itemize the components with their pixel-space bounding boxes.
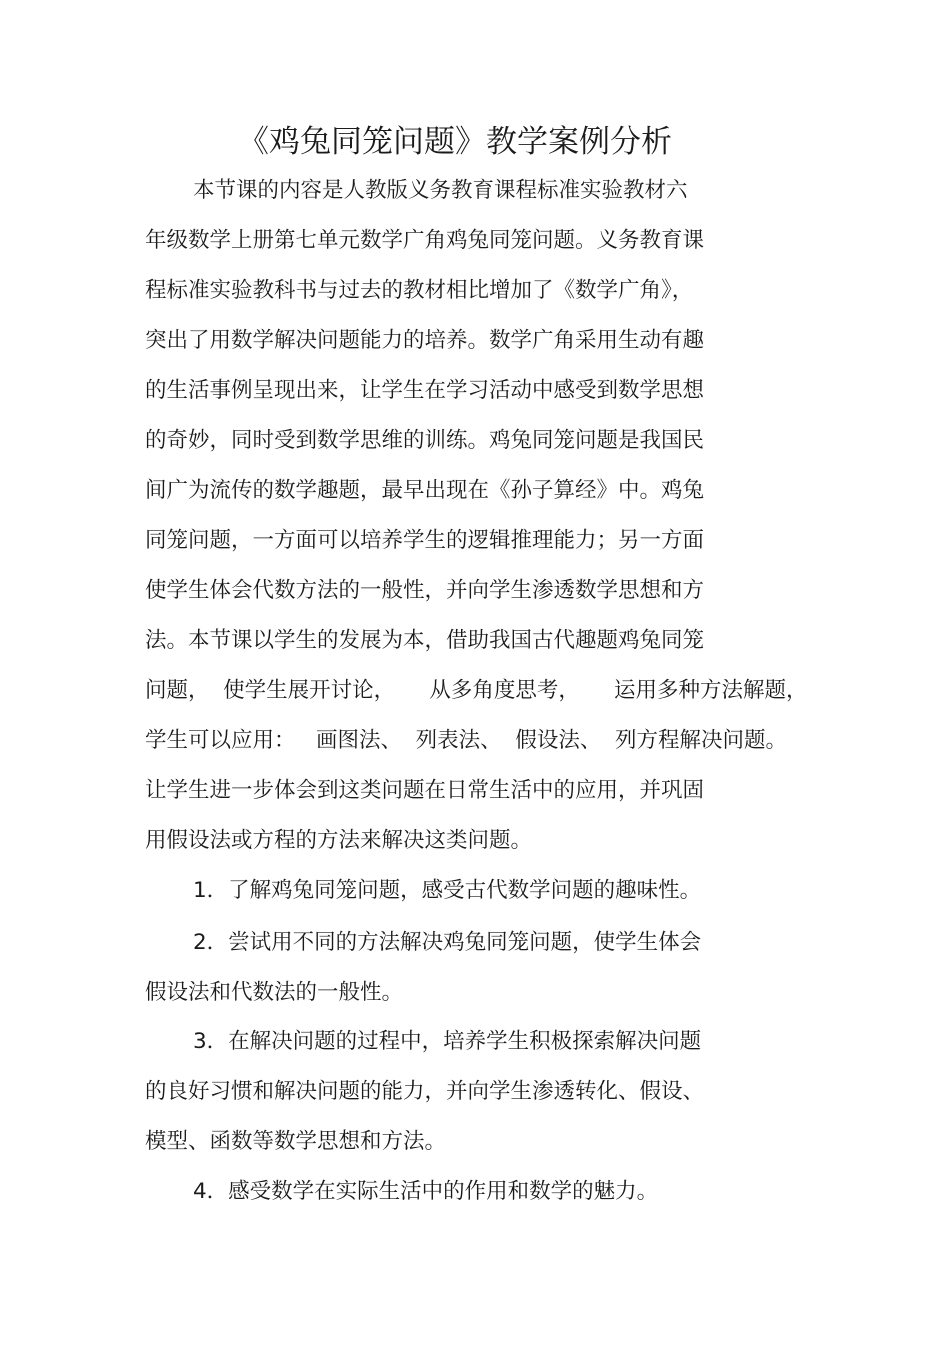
paragraph-line: 的奇妙，同时受到数学思维的训练。鸡兔同笼问题是我国民: [145, 428, 705, 453]
objective-item-2-continuation: 假设法和代数法的一般性。: [145, 980, 404, 1005]
paragraph-line: 间广为流传的数学趣题，最早出现在《孙子算经》中。鸡兔: [145, 478, 705, 503]
paragraph-line: 法。本节课以学生的发展为本，借助我国古代趣题鸡兔同笼: [145, 628, 705, 653]
paragraph-line: 突出了用数学解决问题能力的培养。数学广角采用生动有趣: [145, 328, 705, 353]
paragraph-line: 本节课的内容是人教版义务教育课程标准实验教材六: [193, 178, 688, 203]
objective-item-3: 3．在解决问题的过程中，培养学生积极探索解决问题: [193, 1029, 702, 1054]
objective-item-3-continuation: 模型、函数等数学思想和方法。: [145, 1129, 447, 1154]
paragraph-line: 同笼问题，一方面可以培养学生的逻辑推理能力；另一方面: [145, 528, 705, 553]
paragraph-line: 程标准实验教科书与过去的教材相比增加了《数学广角》，: [145, 278, 694, 303]
objective-item-2: 2．尝试用不同的方法解决鸡兔同笼问题，使学生体会: [193, 930, 702, 955]
paragraph-line: 的生活事例呈现出来，让学生在学习活动中感受到数学思想: [145, 378, 705, 403]
paragraph-line: 使学生体会代数方法的一般性，并向学生渗透数学思想和方: [145, 578, 705, 603]
objective-item-1: 1．了解鸡兔同笼问题，感受古代数学问题的趣味性。: [193, 878, 702, 903]
paragraph-line: 用假设法或方程的方法来解决这类问题。: [145, 828, 533, 853]
paragraph-line: 问题， 使学生展开讨论， 从多角度思考， 运用多种方法解题，: [145, 678, 808, 703]
document-title: 《鸡兔同笼问题》教学案例分析: [238, 124, 672, 160]
paragraph-line: 让学生进一步体会到这类问题在日常生活中的应用，并巩固: [145, 778, 705, 803]
objective-item-3-continuation: 的良好习惯和解决问题的能力，并向学生渗透转化、假设、: [145, 1079, 705, 1104]
paragraph-line: 年级数学上册第七单元数学广角鸡兔同笼问题。义务教育课: [145, 228, 705, 253]
objective-item-4: 4．感受数学在实际生活中的作用和数学的魅力。: [193, 1179, 659, 1204]
paragraph-line: 学生可以应用： 画图法、 列表法、 假设法、 列方程解决问题。: [145, 728, 788, 753]
